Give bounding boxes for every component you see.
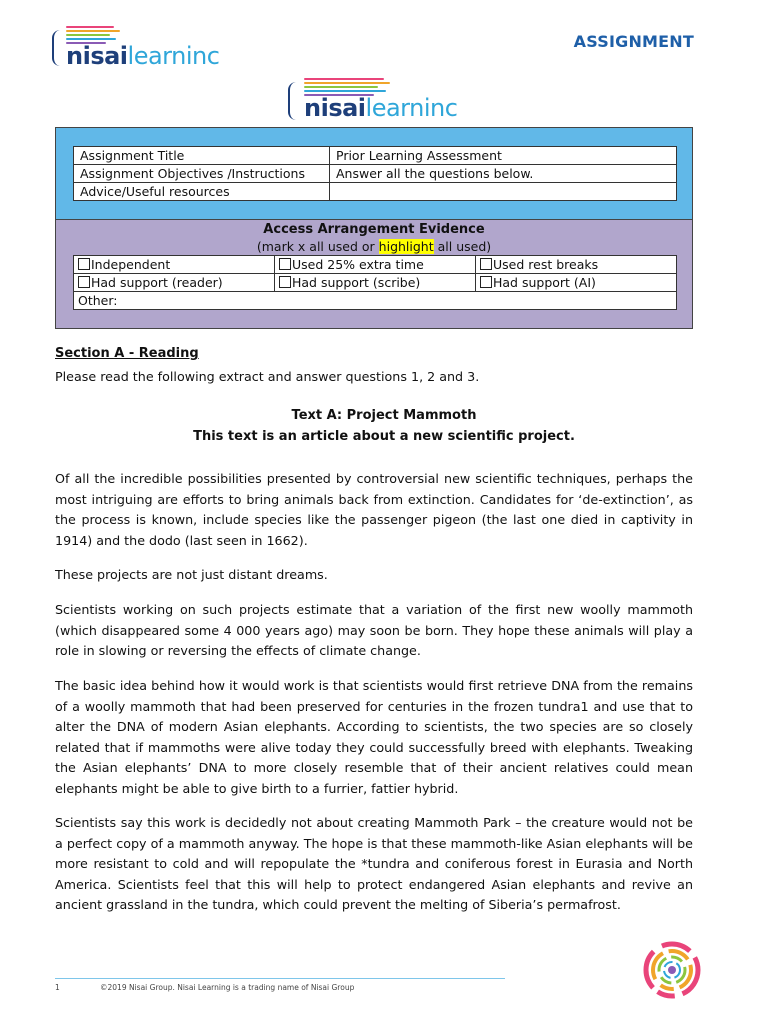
option-independent[interactable]: Independent	[74, 256, 275, 274]
assignment-info-table	[73, 146, 677, 201]
access-arrangement-table	[73, 255, 677, 310]
access-arrangement-title: Access Arrangement Evidence	[263, 222, 485, 237]
info-value[interactable]	[330, 183, 677, 201]
checkbox-icon[interactable]	[279, 258, 291, 270]
paragraph: These projects are not just distant dreams.	[55, 567, 328, 582]
other-field[interactable]: Other:	[74, 292, 677, 310]
brand-bold: nisai	[304, 94, 366, 122]
assignment-info-panel	[56, 128, 692, 220]
brand-light: learninc	[365, 94, 458, 122]
checkbox-icon[interactable]	[480, 258, 492, 270]
paragraph: Scientists working on such projects estimate that a variation of the first new woolly mammoth (which disappeared some 4 000 years ago) may soon be born. They hope these animals will play a role in slowing or reversing the effects of climate change.	[55, 602, 693, 659]
nisai-logo-center	[288, 78, 468, 126]
access-arrangement-panel	[56, 220, 692, 328]
text-subtitle: This text is an article about a new scientific project.	[193, 429, 575, 444]
paragraph: Scientists say this work is decidedly not about creating Mammoth Park – the creature would not be a perfect copy of a mammoth anyway. The hope is that these mammoth-like Asian elephants will be more resistant to cold and will repopulate the *tundra and coniferous forest in Eurasia and North America. Scientists feel that this will help to protect endangered Asian elephants and revive an ancient grassland in the tundra, which could prevent the melting of Siberia’s permafrost.	[55, 815, 693, 913]
option-extra-time[interactable]: Used 25% extra time	[275, 256, 476, 274]
nisai-circle-logo-icon	[640, 938, 704, 1002]
section-heading: Section A - Reading	[55, 346, 199, 361]
option-rest-breaks[interactable]: Used rest breaks	[476, 256, 677, 274]
assignment-label: ASSIGNMENT	[573, 32, 694, 51]
logo-head-icon	[288, 82, 302, 120]
highlight-word: highlight	[378, 239, 434, 254]
checkbox-icon[interactable]	[78, 276, 90, 288]
paragraph: The basic idea behind how it would work is that scientists would first retrieve DNA from the remains of a woolly mammoth that had been preserved for centuries in the frozen tundra1 and use that to alter the DNA of modern Asian elephants. According to scientists, the two species are so closely related that if mammoths were alive today they could successfully breed with elephants. Tweaking the Asian elephants’ DNA to more closely resemble that of their ancient relatives could mean elephants might be able to give birth to a furrier, fattier hybrid.	[55, 678, 693, 796]
paragraph: Of all the incredible possibilities presented by controversial new scientific techniques, perhaps the most intriguing are efforts to bring animals back from extinction. Candidates for ‘de-extinction’, as the process is known, include species like the passenger pigeon (the last one died in captivity in 1914) and the dodo (last seen in 1662).	[55, 471, 693, 548]
section-intro: Please read the following extract and answer questions 1, 2 and 3.	[55, 369, 480, 384]
checkbox-icon[interactable]	[279, 276, 291, 288]
text-title: Text A: Project Mammoth	[291, 408, 477, 423]
table-row	[74, 183, 677, 201]
logo-head-icon	[52, 30, 64, 66]
info-value[interactable]: Answer all the questions below.	[330, 165, 677, 183]
copyright-text: ©2019 Nisai Group. Nisai Learning is a trading name of Nisai Group	[100, 983, 355, 992]
info-label: Assignment Title	[74, 147, 330, 165]
checkbox-icon[interactable]	[78, 258, 90, 270]
table-row	[74, 292, 677, 310]
option-ai[interactable]: Had support (AI)	[476, 274, 677, 292]
footer-divider	[55, 978, 505, 979]
brand-bold: nisai	[66, 42, 128, 70]
assignment-form	[55, 127, 693, 329]
info-label: Advice/Useful resources	[74, 183, 330, 201]
page-number: 1	[55, 983, 60, 992]
info-label: Assignment Objectives /Instructions	[74, 165, 330, 183]
table-row	[74, 147, 677, 165]
table-row	[74, 256, 677, 274]
nisai-logo-header	[52, 24, 220, 72]
option-reader[interactable]: Had support (reader)	[74, 274, 275, 292]
checkbox-icon[interactable]	[480, 276, 492, 288]
table-row	[74, 165, 677, 183]
info-value[interactable]: Prior Learning Assessment	[330, 147, 677, 165]
option-scribe[interactable]: Had support (scribe)	[275, 274, 476, 292]
access-arrangement-instructions: (mark x all used or highlight all used)	[256, 239, 492, 254]
brand-light: learninc	[127, 42, 220, 70]
table-row	[74, 274, 677, 292]
